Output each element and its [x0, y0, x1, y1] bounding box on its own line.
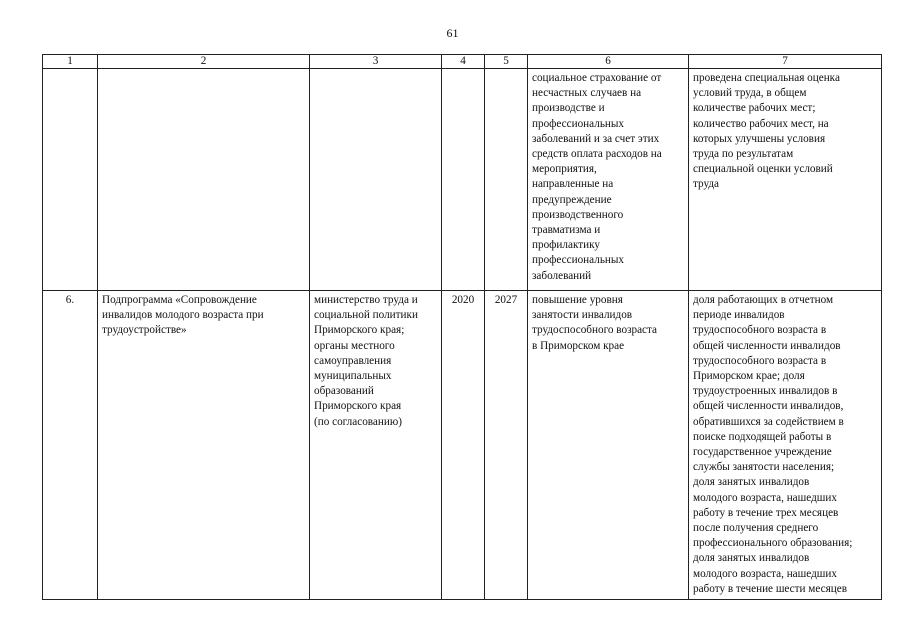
column-header-5: 5 — [485, 55, 528, 69]
end-year-cell: 2027 — [485, 291, 528, 600]
indicators-cell: проведена специальная оценка условий труда, в общем количестве рабочих мест; количество рабочих мест, на которых улучшены условия труда по результатам специальной оценки условий труда — [689, 69, 882, 291]
column-header-2: 2 — [98, 55, 310, 69]
start-year-cell: 2020 — [442, 291, 485, 600]
column-header-6: 6 — [528, 55, 689, 69]
row-number-cell — [43, 69, 98, 291]
column-header-1: 1 — [43, 55, 98, 69]
row-number-cell: 6. — [43, 291, 98, 600]
name-cell — [98, 69, 310, 291]
column-number-row — [43, 55, 882, 69]
executor-cell: министерство труда и социальной политики Приморского края; органы местного самоуправления муниципальных образований Приморского края (по согласованию) — [310, 291, 442, 600]
program-table — [42, 54, 882, 600]
page-number: 61 — [446, 26, 459, 40]
expected-result-cell: социальное страхование от несчастных случаев на производстве и профессиональных заболеваний и за счет этих средств оплата расходов на мероприятия, направленные на предупреждение производственного травматизма и профилактику профессиональных заболеваний — [528, 69, 689, 291]
table-row — [43, 69, 882, 291]
column-header-7: 7 — [689, 55, 882, 69]
column-header-3: 3 — [310, 55, 442, 69]
expected-result-cell: повышение уровня занятости инвалидов трудоспособного возраста в Приморском крае — [528, 291, 689, 600]
column-header-4: 4 — [442, 55, 485, 69]
indicators-cell: доля работающих в отчетном периоде инвалидов трудоспособного возраста в общей численности инвалидов трудоспособного возраста в Приморском крае; доля трудоустроенных инвалидов в общей численности инвалидов, обратившихся за содействием в поиске подходящей работы в государственное учреждение службы занятости населения; доля занятых инвалидов молодого возраста, нашедших работу в течение трех месяцев после получения среднего профессионального образования; доля занятых инвалидов молодого возраста, нашедших работу в течение шести месяцев — [689, 291, 882, 600]
table-row — [43, 291, 882, 600]
executor-cell — [310, 69, 442, 291]
end-year-cell — [485, 69, 528, 291]
start-year-cell — [442, 69, 485, 291]
name-cell: Подпрограмма «Сопровождение инвалидов молодого возраста при трудоустройстве» — [98, 291, 310, 600]
